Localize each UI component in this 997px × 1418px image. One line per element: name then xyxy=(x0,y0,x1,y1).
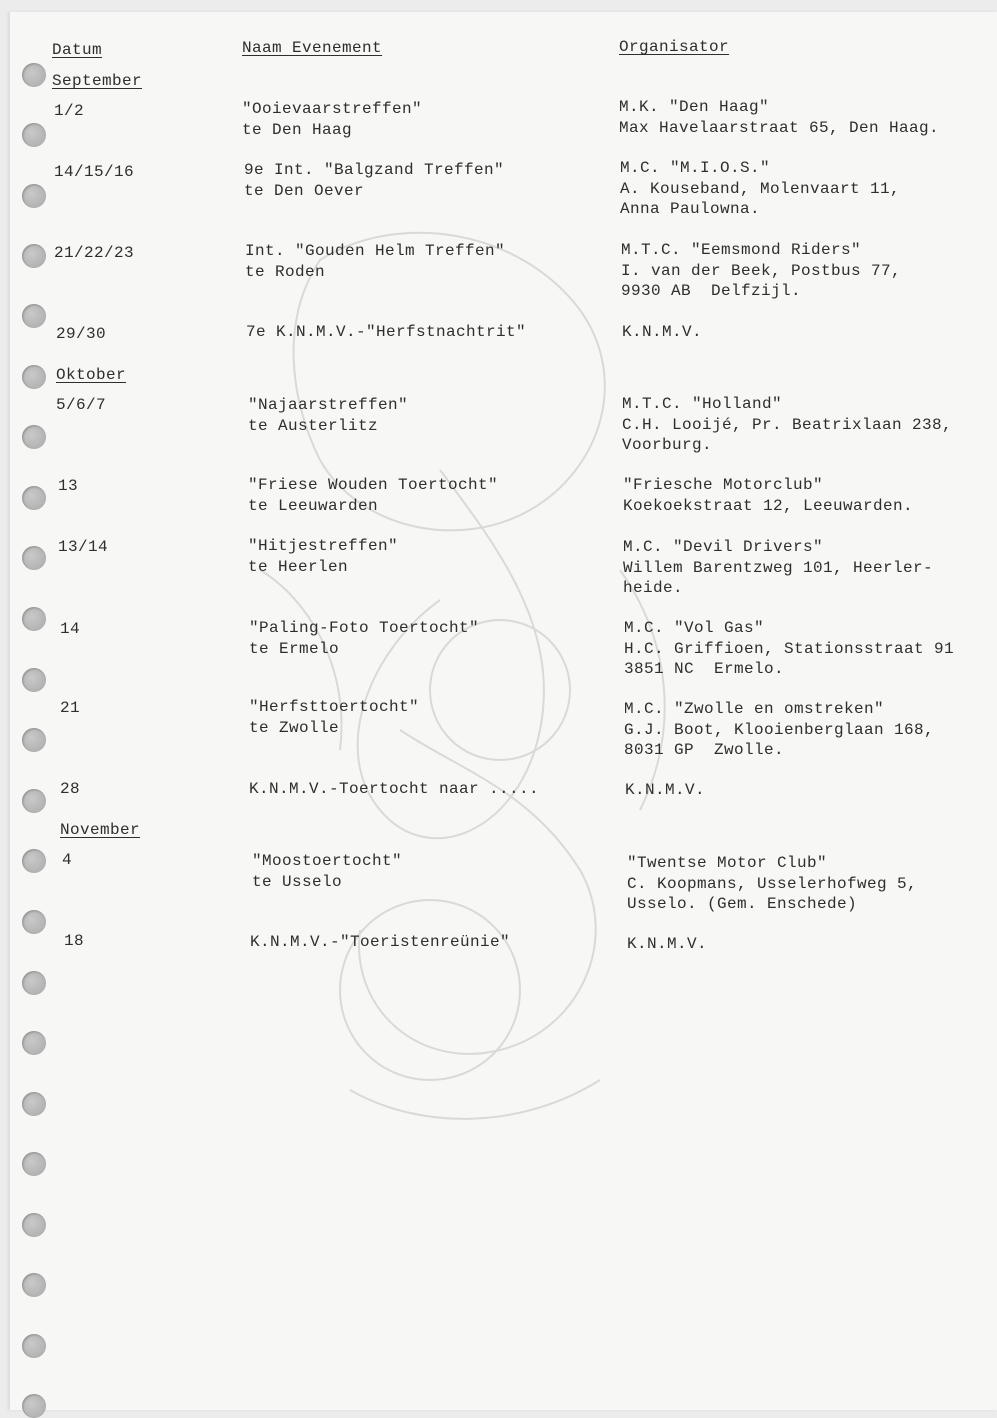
row-event: 7e K.N.M.V.-"Herfstnachtrit" xyxy=(246,323,527,341)
row-organizer: K.N.M.V. xyxy=(625,781,706,799)
row-organizer: M.C. "Vol Gas" H.C. Griffioen, Stationsstraat 91 3851 NC Ermelo. xyxy=(624,619,955,678)
row-event: "Friese Wouden Toertocht" te Leeuwarden xyxy=(248,476,499,515)
binder-hole xyxy=(22,1334,46,1358)
row-date: 18 xyxy=(64,932,85,950)
header-organizer: Organisator xyxy=(619,38,730,56)
row-event: "Moostoertocht" te Usselo xyxy=(252,852,403,891)
binder-hole xyxy=(22,607,46,631)
binder-hole xyxy=(22,1031,46,1055)
row-event: "Najaarstreffen" te Austerlitz xyxy=(248,396,409,435)
row-date: 21 xyxy=(60,699,81,717)
row-date: 5/6/7 xyxy=(56,396,107,414)
row-event: "Herfsttoertocht" te Zwolle xyxy=(249,698,420,737)
row-organizer: M.T.C. "Holland" C.H. Looijé, Pr. Beatrixlaan 238, Voorburg. xyxy=(622,395,953,454)
binder-hole xyxy=(22,1394,46,1418)
row-event: 9e Int. "Balgzand Treffen" te Den Oever xyxy=(244,161,505,200)
binder-holes xyxy=(0,0,60,1410)
row-event: "Ooievaarstreffen" te Den Haag xyxy=(242,100,423,139)
row-event: "Paling-Foto Toertocht" te Ermelo xyxy=(249,619,480,658)
binder-hole xyxy=(22,1213,46,1237)
row-organizer: M.C. "M.I.O.S." A. Kouseband, Molenvaart 11, Anna Paulowna. xyxy=(620,159,901,218)
binder-hole xyxy=(22,244,46,268)
row-date: 1/2 xyxy=(54,102,85,120)
binder-hole xyxy=(22,486,46,510)
binder-hole xyxy=(22,910,46,934)
row-date: 14 xyxy=(60,620,81,638)
row-date: 13/14 xyxy=(58,538,109,556)
row-event: "Hitjestreffen" te Heerlen xyxy=(248,537,399,576)
row-date: 29/30 xyxy=(56,325,107,343)
binder-hole xyxy=(22,365,46,389)
row-organizer: K.N.M.V. xyxy=(627,935,708,953)
binder-hole xyxy=(22,123,46,147)
binder-hole xyxy=(22,304,46,328)
binder-hole xyxy=(22,63,46,87)
month-november: November xyxy=(60,821,141,839)
row-event: K.N.M.V.-Toertocht naar ..... xyxy=(249,780,540,798)
row-organizer: "Friesche Motorclub" Koekoekstraat 12, Leeuwarden. xyxy=(623,476,914,515)
binder-hole xyxy=(22,1092,46,1116)
month-september: September xyxy=(52,72,143,90)
binder-hole xyxy=(22,789,46,813)
row-date: 14/15/16 xyxy=(54,163,135,181)
binder-hole xyxy=(22,1152,46,1176)
row-date: 13 xyxy=(58,477,79,495)
binder-hole xyxy=(22,1273,46,1297)
row-organizer: K.N.M.V. xyxy=(622,323,703,341)
header-event: Naam Evenement xyxy=(242,39,383,57)
binder-hole xyxy=(22,184,46,208)
binder-hole xyxy=(22,971,46,995)
binder-hole xyxy=(22,425,46,449)
row-organizer: M.C. "Zwolle en omstreken" G.J. Boot, Klooienberglaan 168, 8031 GP Zwolle. xyxy=(624,700,935,759)
binder-hole xyxy=(22,728,46,752)
binder-hole xyxy=(22,849,46,873)
row-date: 21/22/23 xyxy=(54,244,135,262)
row-date: 4 xyxy=(62,851,73,869)
row-organizer: M.C. "Devil Drivers" Willem Barentzweg 101, Heerler- heide. xyxy=(623,538,934,597)
month-oktober: Oktober xyxy=(56,366,127,384)
row-event: K.N.M.V.-"Toeristenreünie" xyxy=(250,933,511,951)
row-event: Int. "Gouden Helm Treffen" te Roden xyxy=(245,242,506,281)
binder-hole xyxy=(22,546,46,570)
row-organizer: "Twentse Motor Club" C. Koopmans, Usselerhofweg 5, Usselo. (Gem. Enschede) xyxy=(627,854,918,913)
binder-hole xyxy=(22,668,46,692)
row-organizer: M.K. "Den Haag" Max Havelaarstraat 65, Den Haag. xyxy=(619,98,940,137)
row-organizer: M.T.C. "Eemsmond Riders" I. van der Beek, Postbus 77, 9930 AB Delfzijl. xyxy=(621,241,902,300)
header-date: Datum xyxy=(52,41,103,59)
row-date: 28 xyxy=(60,780,81,798)
